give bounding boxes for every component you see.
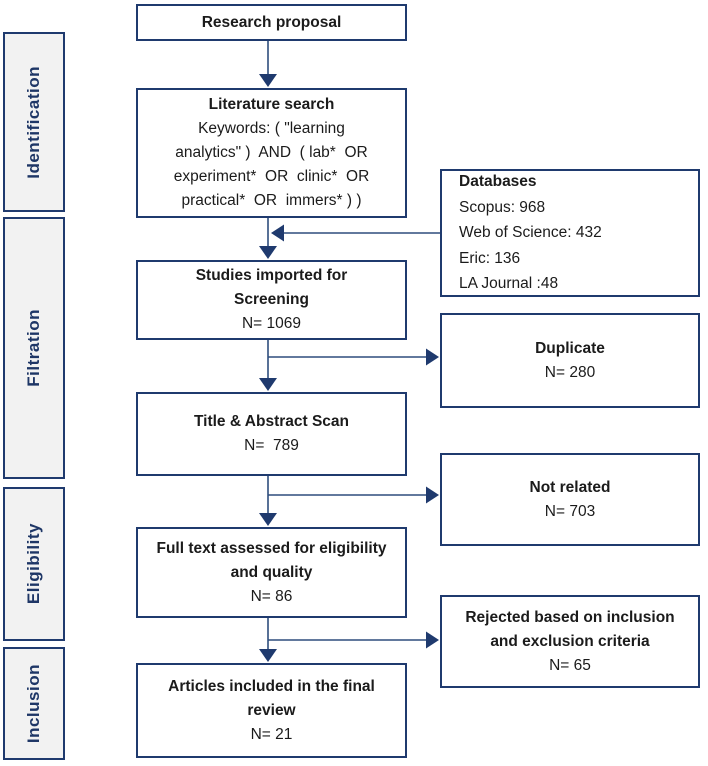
box-articles-included	[136, 663, 407, 758]
box-title: Research proposal	[201, 13, 342, 31]
box-count: N= 21	[250, 725, 293, 743]
arrow-literature-to-studies	[259, 218, 277, 259]
arrow-title-to-fulltext	[259, 476, 277, 526]
arrow-studies-to-title-abstract	[259, 340, 277, 391]
arrow-rejected-branch	[268, 632, 439, 649]
box-title: and quality	[230, 563, 313, 581]
box-title: Databases	[459, 173, 537, 191]
box-count: N= 86	[250, 587, 293, 605]
box-count: N= 1069	[241, 315, 302, 332]
box-title: Literature search	[208, 96, 335, 113]
box-title: Studies imported for	[195, 267, 348, 284]
box-title: Not related	[529, 478, 611, 496]
arrow-not-related-branch	[268, 487, 439, 504]
box-title: Duplicate	[535, 339, 605, 357]
box-title: Title & Abstract Scan	[193, 413, 350, 430]
keywords-line: Keywords: ( "learning	[198, 120, 345, 137]
database-line: LA Journal :48	[459, 275, 559, 293]
box-duplicate	[440, 313, 700, 408]
box-rejected	[440, 595, 700, 688]
stage-label-filtration: Filtration	[24, 309, 43, 387]
arrow-duplicate-branch	[268, 349, 439, 366]
box-not-related	[440, 453, 700, 546]
database-line: Web of Science: 432	[459, 224, 602, 242]
stage-filtration	[3, 217, 65, 479]
arrow-fulltext-to-articles	[259, 618, 277, 662]
box-databases	[440, 169, 700, 297]
box-count: N= 280	[544, 363, 596, 381]
database-line: Scopus: 968	[459, 198, 546, 216]
box-title-abstract-scan	[136, 392, 407, 476]
keywords-line: experiment* OR clinic* OR	[173, 168, 370, 185]
stage-label-identification: Identification	[24, 65, 43, 179]
database-line: Eric: 136	[459, 249, 521, 267]
keywords-line: analytics" ) AND ( lab* OR	[175, 144, 368, 161]
box-title: Screening	[234, 291, 309, 308]
keywords-line: practical* OR immers* ) )	[181, 192, 362, 209]
box-title: Rejected based on inclusion	[465, 608, 675, 626]
arrow-research-to-literature	[259, 41, 277, 87]
stage-label-inclusion: Inclusion	[24, 663, 43, 744]
box-title: Articles included in the final	[168, 677, 375, 695]
stage-identification	[3, 32, 65, 212]
box-count: N= 65	[549, 656, 591, 674]
stage-label-eligibility: Eligibility	[24, 523, 43, 605]
box-research-proposal	[136, 4, 407, 41]
arrow-databases-to-flow	[271, 225, 440, 242]
box-full-text-assessed	[136, 527, 407, 618]
stage-eligibility	[3, 487, 65, 641]
box-count: N= 789	[244, 437, 299, 454]
box-title: review	[247, 701, 296, 719]
box-title: and exclusion criteria	[490, 632, 650, 650]
box-studies-imported	[136, 260, 407, 340]
box-count: N= 703	[544, 502, 596, 520]
box-title: Full text assessed for eligibility	[156, 539, 387, 557]
box-literature-search	[136, 88, 407, 218]
stage-inclusion	[3, 647, 65, 760]
